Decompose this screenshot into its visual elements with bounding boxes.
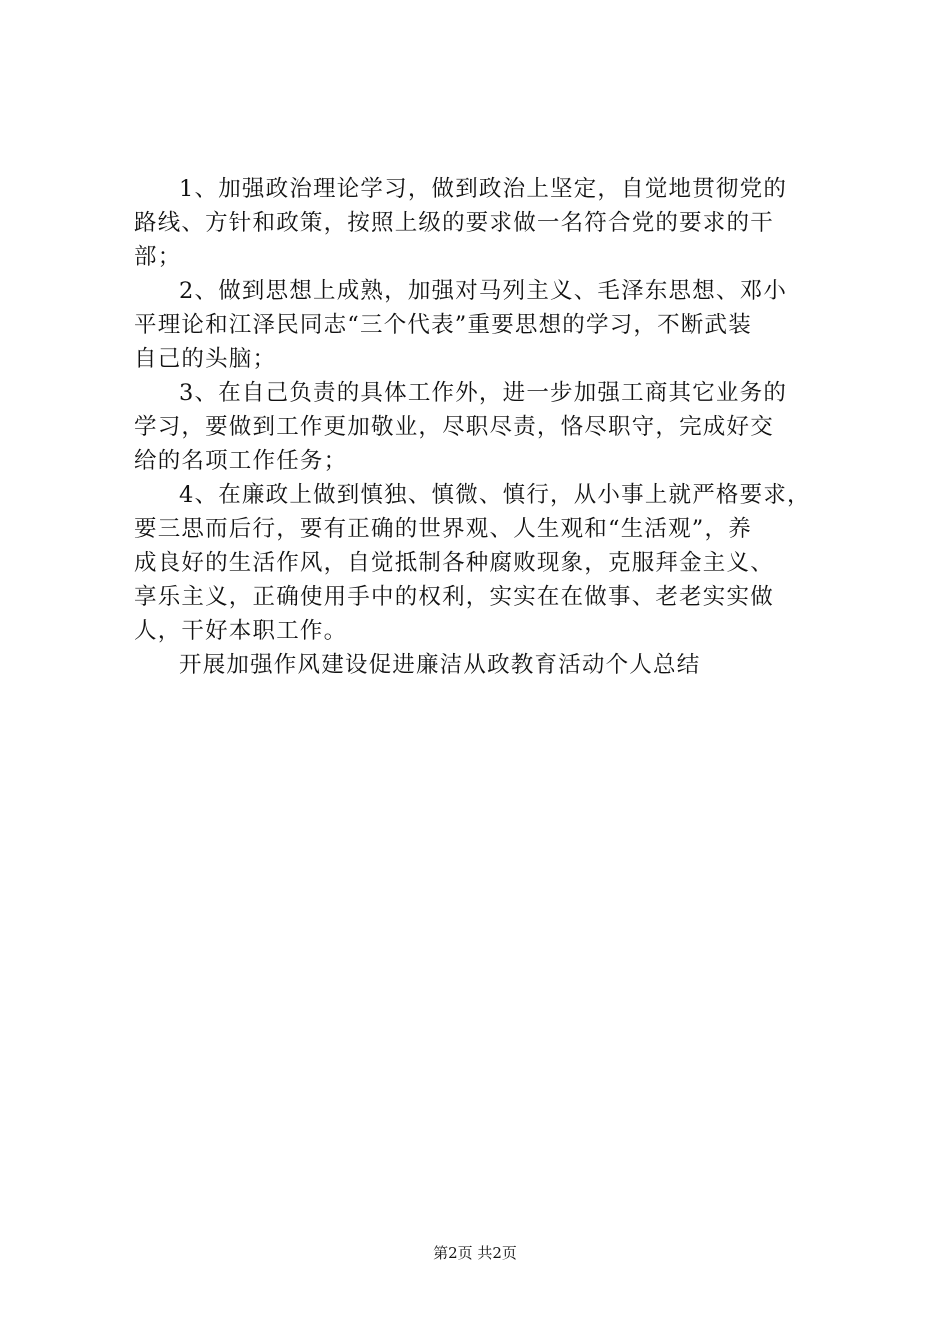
paragraph-2 bbox=[134, 274, 834, 376]
paragraph-line: 自己的头脑； bbox=[134, 346, 277, 372]
paragraph-line: 给的名项工作任务； bbox=[134, 448, 348, 474]
document-title-line: 开展加强作风建设促进廉洁从政教育活动个人总结 bbox=[179, 652, 701, 678]
page-number-footer: 第2页 共2页 bbox=[433, 1244, 517, 1262]
paragraph-line: 2、做到思想上成熟，加强对马列主义、毛泽东思想、邓小 bbox=[179, 278, 788, 304]
paragraph-line: 部； bbox=[134, 244, 182, 270]
paragraph-line: 学习，要做到工作更加敬业，尽职尽责，恪尽职守，完成好交 bbox=[134, 414, 774, 440]
document-body bbox=[134, 172, 834, 682]
paragraph-1 bbox=[134, 172, 834, 274]
paragraph-line: 4、在廉政上做到慎独、慎微、慎行，从小事上就严格要求， bbox=[179, 482, 811, 508]
paragraph-4 bbox=[134, 478, 834, 648]
paragraph-5 bbox=[134, 648, 834, 682]
paragraph-line: 1、加强政治理论学习，做到政治上坚定，自觉地贯彻党的 bbox=[179, 176, 788, 202]
paragraph-line: 人，干好本职工作。 bbox=[134, 618, 348, 644]
paragraph-line: 3、在自己负责的具体工作外，进一步加强工商其它业务的 bbox=[179, 380, 788, 406]
paragraph-line: 要三思而后行，要有正确的世界观、人生观和“生活观”，养 bbox=[134, 516, 752, 542]
paragraph-line: 路线、方针和政策，按照上级的要求做一名符合党的要求的干 bbox=[134, 210, 774, 236]
paragraph-3 bbox=[134, 376, 834, 478]
paragraph-line: 成良好的生活作风，自觉抵制各种腐败现象，克服拜金主义、 bbox=[134, 550, 774, 576]
paragraph-line: 享乐主义，正确使用手中的权利，实实在在做事、老老实实做 bbox=[134, 584, 774, 610]
paragraph-line: 平理论和江泽民同志“三个代表”重要思想的学习，不断武装 bbox=[134, 312, 752, 338]
